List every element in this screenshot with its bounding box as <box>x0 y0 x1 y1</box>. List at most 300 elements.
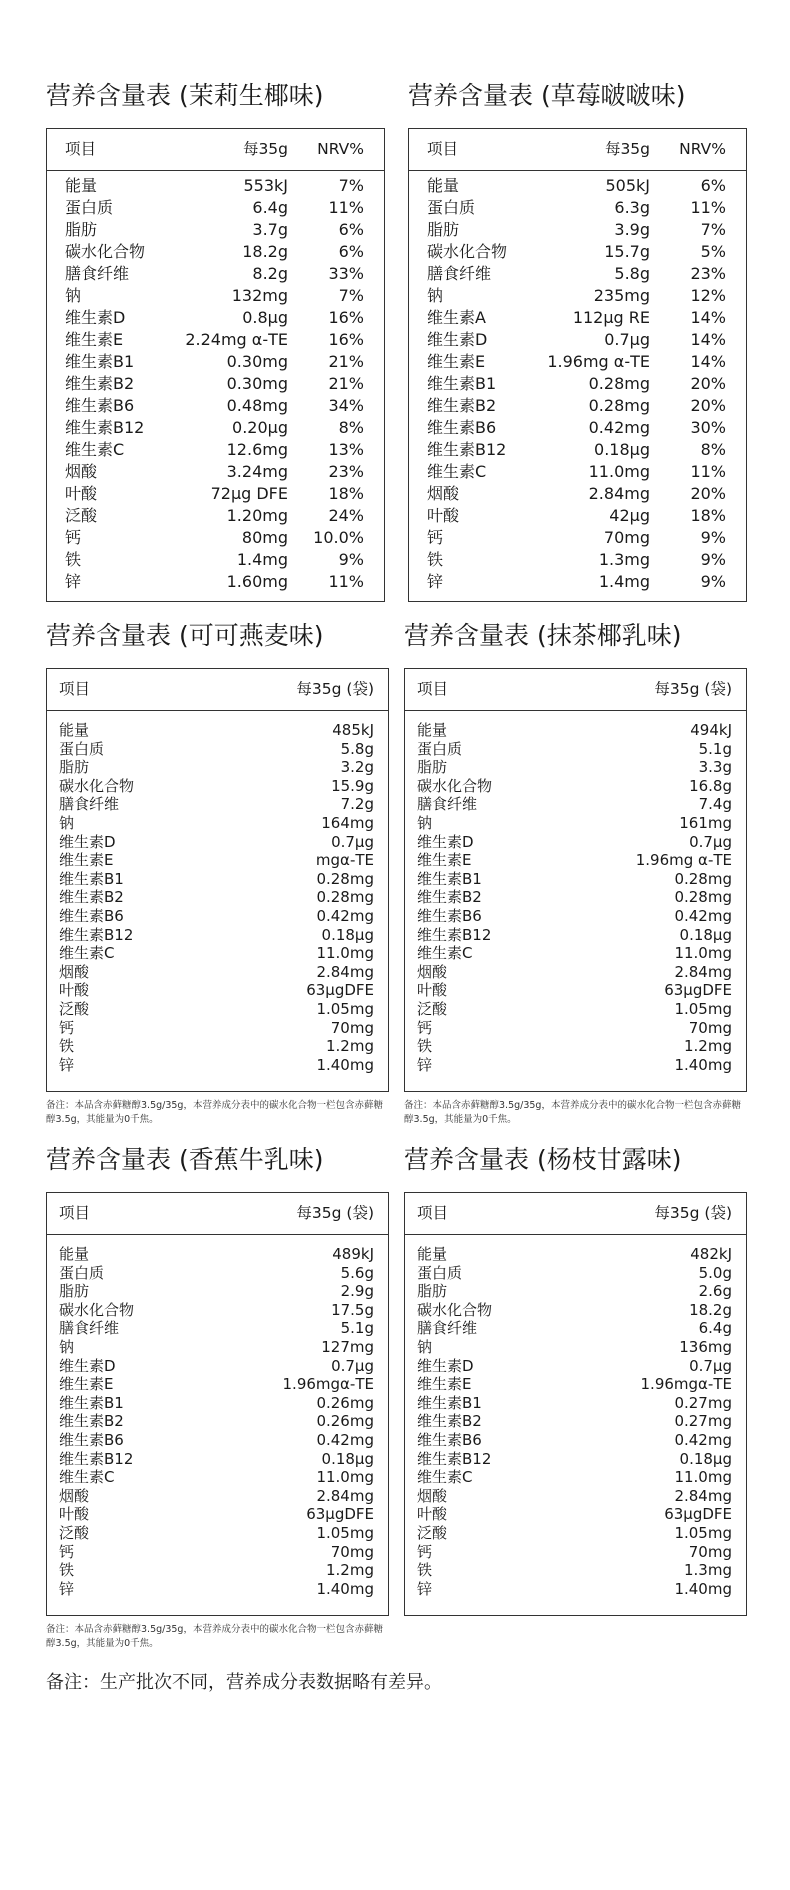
nutrient-nrv: 6% <box>700 176 726 195</box>
nutrient-nrv: 21% <box>328 352 364 371</box>
table-row <box>405 1301 746 1320</box>
table-row <box>405 777 746 796</box>
nutrient-name: 膳食纤维 <box>417 795 478 814</box>
nutrient-name: 碳水化合物 <box>59 1300 135 1319</box>
table-row <box>47 1561 388 1580</box>
table-row <box>405 833 746 852</box>
table-row <box>47 241 384 263</box>
nutrient-value: 70mg <box>603 528 650 547</box>
table-body <box>47 721 388 1074</box>
table-row <box>47 395 384 417</box>
nutrient-nrv: 24% <box>328 506 364 525</box>
nutrient-name: 钙 <box>417 1542 433 1561</box>
table-row <box>409 175 746 197</box>
nutrient-value: 2.84mg <box>316 1486 374 1505</box>
table-row <box>47 219 384 241</box>
nutrient-name: 钙 <box>59 1542 75 1561</box>
nutrient-name: 维生素B2 <box>427 396 497 415</box>
table-row <box>405 1394 746 1413</box>
nutrient-name: 膳食纤维 <box>59 1319 120 1338</box>
table-body <box>47 175 384 593</box>
nutrient-name: 锌 <box>59 1579 75 1598</box>
table-row <box>47 758 388 777</box>
nutrient-name: 碳水化合物 <box>65 242 146 261</box>
nutrient-value: 7.4g <box>698 795 732 814</box>
table-body <box>409 175 746 593</box>
table-row <box>405 1505 746 1524</box>
nutrient-name: 蛋白质 <box>59 1263 105 1282</box>
nutrient-nrv: 20% <box>690 374 726 393</box>
nutrient-name: 维生素B2 <box>65 374 135 393</box>
nutrient-value: 1.96mg α-TE <box>547 352 650 371</box>
table-row <box>47 1524 388 1543</box>
nutrient-value: 1.96mg α-TE <box>635 851 732 870</box>
table-row <box>47 814 388 833</box>
nutrient-name: 维生素B12 <box>59 1449 134 1468</box>
nutrient-name: 维生素B2 <box>59 1412 124 1431</box>
table-header <box>47 669 388 711</box>
nutrient-nrv: 7% <box>338 286 364 305</box>
table-row <box>405 870 746 889</box>
nutrient-name: 钙 <box>65 528 82 547</box>
table-row <box>409 549 746 571</box>
table-row <box>47 851 388 870</box>
nutrient-value: 2.9g <box>340 1282 374 1301</box>
nutrient-nrv: 14% <box>690 308 726 327</box>
table-row <box>405 1019 746 1038</box>
table-row <box>47 1019 388 1038</box>
table-row <box>405 1524 746 1543</box>
nutrient-name: 维生素D <box>417 1356 474 1375</box>
nutrient-value: 11.0mg <box>316 944 374 963</box>
nutrient-value: 0.42mg <box>674 906 732 925</box>
nutrient-value: 0.27mg <box>674 1412 732 1431</box>
table-row <box>405 1282 746 1301</box>
table-row <box>409 263 746 285</box>
table-row <box>47 1000 388 1019</box>
nutrient-value: 63μgDFE <box>306 981 374 1000</box>
nutrient-name: 维生素C <box>59 1468 115 1487</box>
nutrient-value: 1.3mg <box>598 550 650 569</box>
table-row <box>405 944 746 963</box>
nutrient-name: 维生素B1 <box>417 869 482 888</box>
table-row <box>409 505 746 527</box>
nutrient-value: 0.18μg <box>321 1449 374 1468</box>
nutrition-table-matcha-coconut-milk <box>404 668 747 1092</box>
header-item: 项目 <box>417 680 449 698</box>
nutrient-nrv: 9% <box>700 528 726 547</box>
nutrient-name: 蛋白质 <box>65 198 114 217</box>
nutrient-value: 0.18μg <box>594 440 650 459</box>
nutrition-table-strawberry-boba <box>408 128 747 602</box>
nutrient-value: 5.1g <box>698 739 732 758</box>
nutrient-value: 2.24mg α-TE <box>185 330 288 349</box>
nutrient-value: 63μgDFE <box>306 1505 374 1524</box>
nutrient-name: 维生素C <box>427 462 487 481</box>
nutrient-value: 1.4mg <box>236 550 288 569</box>
table-title-cocoa-oat: 营养含量表 (可可燕麦味) <box>46 621 324 650</box>
nutrition-table-banana-milk <box>46 1192 389 1616</box>
table-row <box>405 1319 746 1338</box>
table-row <box>47 833 388 852</box>
nutrient-name: 钠 <box>417 1337 433 1356</box>
nutrient-name: 维生素B2 <box>417 1412 482 1431</box>
nutrient-nrv: 6% <box>338 220 364 239</box>
table-header <box>47 129 384 171</box>
nutrient-value: 1.60mg <box>226 572 288 591</box>
nutrient-name: 钙 <box>417 1018 433 1037</box>
nutrient-name: 铁 <box>65 550 82 569</box>
table-row <box>47 1245 388 1264</box>
nutrient-name: 脂肪 <box>59 758 90 777</box>
table-note-banana-milk: 备注：本品含赤藓糖醇3.5g/35g，本营养成分表中的碳水化合物一栏包含赤藓糖醇3.5g，其能量为0千焦。 <box>46 1624 383 1649</box>
nutrition-table-jasmine-coconut <box>46 128 385 602</box>
table-row <box>405 1056 746 1075</box>
nutrient-value: 1.20mg <box>226 506 288 525</box>
nutrient-value: 1.4mg <box>598 572 650 591</box>
nutrient-nrv: 11% <box>690 198 726 217</box>
nutrient-name: 锌 <box>65 572 82 591</box>
table-row <box>47 740 388 759</box>
nutrient-value: 11.0mg <box>588 462 650 481</box>
header-item: 项目 <box>427 140 459 158</box>
nutrient-value: 3.3g <box>698 758 732 777</box>
nutrient-name: 维生素B6 <box>65 396 135 415</box>
nutrient-value: 0.42mg <box>674 1430 732 1449</box>
table-row <box>47 351 384 373</box>
nutrient-name: 维生素B12 <box>65 418 145 437</box>
table-row <box>47 1431 388 1450</box>
table-row <box>409 571 746 593</box>
nutrient-value: 0.30mg <box>226 374 288 393</box>
nutrient-value: 0.18μg <box>679 925 732 944</box>
nutrient-value: 3.24mg <box>226 462 288 481</box>
table-row <box>47 777 388 796</box>
nutrient-value: 0.28mg <box>588 374 650 393</box>
table-header <box>405 1193 746 1235</box>
nutrient-value: 6.3g <box>614 198 650 217</box>
table-row <box>405 1543 746 1562</box>
nutrient-value: 5.8g <box>614 264 650 283</box>
nutrient-name: 蛋白质 <box>59 739 105 758</box>
header-per: 每35g (袋) <box>296 1204 374 1222</box>
nutrient-nrv: 9% <box>700 550 726 569</box>
header-nrv: NRV% <box>679 140 726 158</box>
nutrient-name: 维生素B12 <box>427 440 507 459</box>
nutrient-name: 脂肪 <box>65 220 98 239</box>
nutrient-name: 钠 <box>427 286 444 305</box>
table-note-matcha-coconut-milk: 备注：本品含赤藓糖醇3.5g/35g，本营养成分表中的碳水化合物一栏包含赤藓糖醇3.5g，其能量为0千焦。 <box>404 1100 741 1125</box>
nutrient-value: 0.7μg <box>689 832 732 851</box>
nutrient-name: 脂肪 <box>59 1282 90 1301</box>
table-body <box>405 1245 746 1598</box>
table-body <box>405 721 746 1074</box>
nutrient-nrv: 9% <box>700 572 726 591</box>
nutrient-value: 5.6g <box>340 1263 374 1282</box>
nutrient-value: 1.40mg <box>674 1055 732 1074</box>
nutrient-name: 维生素B1 <box>59 1393 124 1412</box>
table-row <box>47 1301 388 1320</box>
table-row <box>47 907 388 926</box>
table-row <box>47 527 384 549</box>
nutrient-value: 0.18μg <box>321 925 374 944</box>
nutrient-value: 7.2g <box>340 795 374 814</box>
table-row <box>409 395 746 417</box>
nutrient-value: 70mg <box>330 1542 374 1561</box>
nutrient-value: 485kJ <box>332 721 374 739</box>
nutrient-nrv: 16% <box>328 308 364 327</box>
nutrient-nrv: 13% <box>328 440 364 459</box>
table-row <box>47 1282 388 1301</box>
nutrient-value: 164mg <box>321 813 374 832</box>
nutrient-value: 3.9g <box>614 220 650 239</box>
table-row <box>405 814 746 833</box>
nutrient-nrv: 8% <box>700 440 726 459</box>
table-row <box>47 1056 388 1075</box>
nutrient-value: 16.8g <box>689 776 732 795</box>
table-row <box>405 1450 746 1469</box>
nutrient-nrv: 5% <box>700 242 726 261</box>
nutrient-value: 0.48mg <box>226 396 288 415</box>
table-row <box>47 1264 388 1283</box>
nutrient-value: 0.26mg <box>316 1412 374 1431</box>
nutrient-name: 锌 <box>427 572 444 591</box>
nutrient-nrv: 8% <box>338 418 364 437</box>
nutrient-value: 0.26mg <box>316 1393 374 1412</box>
nutrition-table-cocoa-oat <box>46 668 389 1092</box>
table-title-matcha-coconut-milk: 营养含量表 (抹茶椰乳味) <box>404 621 682 650</box>
table-row <box>47 888 388 907</box>
table-row <box>405 1561 746 1580</box>
table-row <box>47 1037 388 1056</box>
nutrient-value: 17.5g <box>331 1300 374 1319</box>
nutrient-value: 0.30mg <box>226 352 288 371</box>
nutrient-value: 0.28mg <box>316 888 374 907</box>
nutrient-nrv: 6% <box>338 242 364 261</box>
nutrient-name: 维生素E <box>417 1375 472 1394</box>
table-title-mango-pomelo-sago: 营养含量表 (杨枝甘露味) <box>404 1145 682 1174</box>
table-row <box>47 1394 388 1413</box>
nutrient-name: 维生素B1 <box>65 352 135 371</box>
nutrient-name: 铁 <box>417 1037 433 1056</box>
table-row <box>405 740 746 759</box>
table-row <box>409 241 746 263</box>
table-row <box>47 417 384 439</box>
table-row <box>47 1487 388 1506</box>
table-row <box>409 307 746 329</box>
nutrient-name: 维生素B12 <box>59 925 134 944</box>
table-row <box>409 483 746 505</box>
nutrient-name: 维生素E <box>65 330 124 349</box>
table-row <box>409 439 746 461</box>
nutrient-name: 维生素D <box>59 832 116 851</box>
nutrient-value: 3.7g <box>252 220 288 239</box>
table-row <box>47 1357 388 1376</box>
nutrient-name: 能量 <box>427 176 460 195</box>
nutrient-value: 6.4g <box>698 1319 732 1338</box>
nutrient-value: 136mg <box>679 1337 732 1356</box>
nutrient-name: 维生素B1 <box>417 1393 482 1412</box>
table-row <box>409 285 746 307</box>
table-row <box>409 329 746 351</box>
nutrient-name: 蛋白质 <box>417 739 463 758</box>
table-row <box>405 1264 746 1283</box>
nutrient-value: 2.84mg <box>674 962 732 981</box>
nutrient-value: 1.05mg <box>674 1523 732 1542</box>
header-item: 项目 <box>59 680 91 698</box>
nutrient-name: 能量 <box>417 721 448 739</box>
table-row <box>47 1580 388 1599</box>
table-row <box>47 197 384 219</box>
table-row <box>405 926 746 945</box>
nutrient-name: 维生素D <box>65 308 126 327</box>
nutrient-value: 1.05mg <box>674 999 732 1018</box>
nutrient-name: 烟酸 <box>59 962 90 981</box>
nutrient-value: 70mg <box>688 1018 732 1037</box>
table-row <box>405 907 746 926</box>
nutrient-name: 脂肪 <box>427 220 460 239</box>
nutrient-name: 钠 <box>59 813 75 832</box>
nutrient-value: 161mg <box>679 813 732 832</box>
header-per: 每35g (袋) <box>296 680 374 698</box>
nutrient-name: 维生素A <box>427 308 486 327</box>
nutrient-value: 0.42mg <box>588 418 650 437</box>
nutrient-value: 11.0mg <box>674 1468 732 1487</box>
table-row <box>405 1487 746 1506</box>
nutrient-value: 72μg DFE <box>210 484 288 503</box>
table-row <box>47 944 388 963</box>
nutrient-nrv: 20% <box>690 484 726 503</box>
table-row <box>405 1412 746 1431</box>
table-row <box>409 351 746 373</box>
nutrient-value: 2.84mg <box>588 484 650 503</box>
nutrient-name: 维生素C <box>417 1468 473 1487</box>
nutrient-value: 8.2g <box>252 264 288 283</box>
nutrient-name: 维生素C <box>417 944 473 963</box>
table-row <box>47 461 384 483</box>
nutrient-name: 维生素E <box>59 1375 114 1394</box>
nutrient-value: 1.2mg <box>326 1561 374 1580</box>
table-row <box>47 307 384 329</box>
nutrient-name: 能量 <box>59 721 90 739</box>
nutrient-name: 铁 <box>59 1561 75 1580</box>
table-header <box>47 1193 388 1235</box>
table-row <box>47 1543 388 1562</box>
table-row <box>405 888 746 907</box>
nutrient-nrv: 16% <box>328 330 364 349</box>
table-row <box>409 417 746 439</box>
nutrient-value: 5.1g <box>340 1319 374 1338</box>
nutrient-name: 能量 <box>417 1245 448 1263</box>
nutrient-name: 膳食纤维 <box>427 264 492 283</box>
batch-variation-note: 备注：生产批次不同，营养成分表数据略有差异。 <box>46 1672 442 1693</box>
table-row <box>47 439 384 461</box>
nutrient-name: 维生素B2 <box>417 888 482 907</box>
nutrient-name: 维生素B6 <box>427 418 497 437</box>
nutrient-name: 钠 <box>59 1337 75 1356</box>
nutrient-value: 1.96mgα-TE <box>640 1375 732 1394</box>
nutrient-value: 80mg <box>241 528 288 547</box>
nutrient-name: 膳食纤维 <box>59 795 120 814</box>
nutrient-nrv: 14% <box>690 330 726 349</box>
nutrient-value: 235mg <box>593 286 650 305</box>
nutrient-nrv: 18% <box>328 484 364 503</box>
table-row <box>47 175 384 197</box>
table-row <box>409 219 746 241</box>
nutrient-name: 锌 <box>59 1055 75 1074</box>
header-per: 每35g (袋) <box>654 680 732 698</box>
nutrient-nrv: 9% <box>338 550 364 569</box>
header-per: 每35g (袋) <box>654 1204 732 1222</box>
header-item: 项目 <box>417 1204 449 1222</box>
nutrient-value: 0.7μg <box>604 330 650 349</box>
nutrient-value: 127mg <box>321 1337 374 1356</box>
nutrient-value: 0.7μg <box>689 1356 732 1375</box>
nutrient-value: 1.3mg <box>684 1561 732 1580</box>
table-row <box>47 1505 388 1524</box>
nutrient-nrv: 11% <box>328 572 364 591</box>
nutrient-name: 脂肪 <box>417 1282 448 1301</box>
table-row <box>405 1037 746 1056</box>
table-row <box>47 870 388 889</box>
nutrient-name: 蛋白质 <box>427 198 476 217</box>
nutrient-name: 碳水化合物 <box>427 242 508 261</box>
nutrient-name: 叶酸 <box>59 1505 90 1524</box>
table-row <box>409 461 746 483</box>
nutrient-name: 维生素B6 <box>59 906 124 925</box>
nutrient-name: 钙 <box>59 1018 75 1037</box>
nutrient-name: 锌 <box>417 1579 433 1598</box>
table-row <box>405 1245 746 1264</box>
nutrient-name: 烟酸 <box>59 1486 90 1505</box>
nutrient-value: 5.0g <box>698 1263 732 1282</box>
table-row <box>405 1580 746 1599</box>
table-row <box>47 285 384 307</box>
table-row <box>405 963 746 982</box>
nutrient-name: 叶酸 <box>59 981 90 1000</box>
table-row <box>405 1431 746 1450</box>
table-row <box>47 981 388 1000</box>
nutrient-name: 烟酸 <box>427 484 460 503</box>
nutrient-nrv: 7% <box>700 220 726 239</box>
nutrient-value: 1.96mgα-TE <box>282 1375 374 1394</box>
nutrient-nrv: 10.0% <box>313 528 364 547</box>
nutrient-value: 11.0mg <box>674 944 732 963</box>
nutrient-name: 维生素C <box>59 944 115 963</box>
nutrient-value: 3.2g <box>340 758 374 777</box>
nutrient-name: 泛酸 <box>59 1523 90 1542</box>
table-row <box>405 1000 746 1019</box>
nutrient-name: 维生素E <box>417 851 472 870</box>
nutrient-name: 维生素B12 <box>417 925 492 944</box>
table-row <box>47 1450 388 1469</box>
table-row <box>47 1412 388 1431</box>
nutrient-name: 维生素B1 <box>59 869 124 888</box>
table-row <box>409 373 746 395</box>
nutrient-name: 维生素E <box>59 851 114 870</box>
nutrient-value: 11.0mg <box>316 1468 374 1487</box>
table-row <box>47 926 388 945</box>
nutrient-name: 维生素E <box>427 352 486 371</box>
nutrient-name: 铁 <box>427 550 444 569</box>
nutrient-nrv: 20% <box>690 396 726 415</box>
nutrient-value: 112μg RE <box>572 308 650 327</box>
table-title-strawberry-boba: 营养含量表 (草莓啵啵味) <box>408 81 686 110</box>
nutrient-value: 0.42mg <box>316 1430 374 1449</box>
nutrient-value: 553kJ <box>243 176 288 195</box>
table-row <box>409 527 746 549</box>
table-row <box>405 981 746 1000</box>
